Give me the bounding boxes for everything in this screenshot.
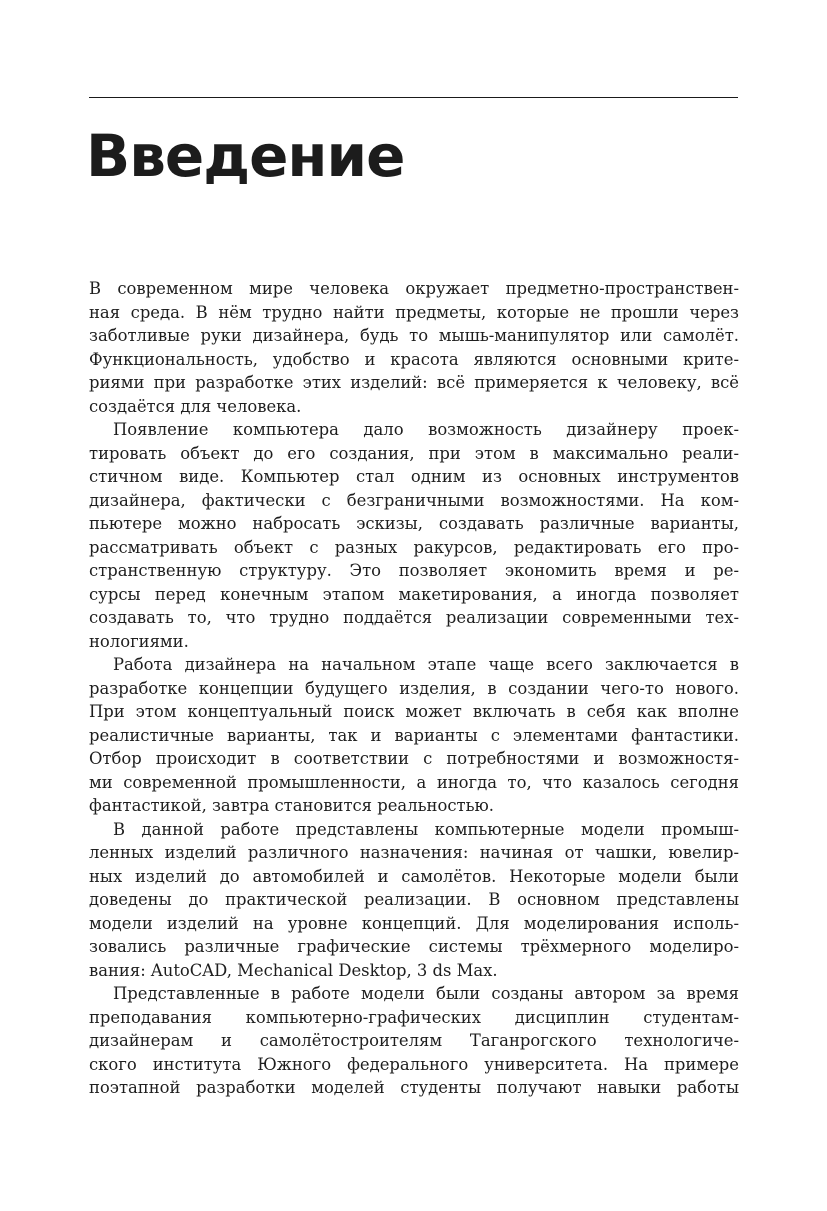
text-line: доведены до практической реализации. В основном представлены (89, 890, 739, 909)
text-line: странственную структуру. Это позволяет экономить время и ре- (89, 561, 739, 580)
text-line: реалистичные варианты, так и варианты с элементами фантастики. (89, 725, 739, 745)
paragraph (89, 277, 739, 418)
text-line: При этом концептуальный поиск может включать в себя как вполне (89, 702, 739, 721)
text-line: ленных изделий различного назначения: начиная от чашки, ювелир- (89, 843, 739, 862)
text-line: ная среда. В нём трудно найти предметы, которые не прошли через (89, 302, 739, 322)
top-rule (89, 97, 738, 98)
text-line: пьютере можно набросать эскизы, создавать различные варианты, (89, 514, 739, 533)
text-line: вания: AutoCAD, Mechanical Desktop, 3 ds Max. (89, 960, 498, 980)
paragraph (89, 818, 739, 983)
text-line: нологиями. (89, 631, 189, 651)
text-line: Работа дизайнера на начальном этапе чаще всего заключается в (113, 655, 739, 674)
paragraph (89, 653, 739, 818)
text-line: дизайнерам и самолётостроителям Таганрогского технологиче- (89, 1031, 739, 1050)
text-line: зовались различные графические системы трёхмерного моделиро- (89, 937, 739, 956)
text-line: поэтапной разработки моделей студенты получают навыки работы (89, 1078, 739, 1097)
text-line: тировать объект до его создания, при этом в максимально реали- (89, 443, 739, 463)
text-line: фантастикой, завтра становится реальностью. (89, 796, 494, 815)
text-line: риями при разработке этих изделий: всё примеряется к человеку, всё (89, 373, 739, 392)
text-line: ных изделий до автомобилей и самолётов. Некоторые модели были (89, 866, 739, 886)
text-line: разработке концепции будущего изделия, в создании чего-то нового. (89, 678, 739, 698)
text-line: сурсы перед конечным этапом макетирования, а иногда позволяет (89, 584, 739, 604)
text-line: преподавания компьютерно-графических дисциплин студентам- (89, 1007, 739, 1027)
paragraph (89, 982, 739, 1100)
text-line: ми современной промышленности, а иногда то, что казалось сегодня (89, 772, 739, 792)
text-line: Представленные в работе модели были созданы автором за время (113, 984, 739, 1003)
body-text (89, 277, 739, 1100)
paragraph (89, 418, 739, 653)
text-line: В данной работе представлены компьютерные модели промыш- (113, 819, 739, 839)
chapter-title: Введение (86, 122, 405, 190)
text-line: Функциональность, удобство и красота являются основными крите- (89, 349, 739, 369)
text-line: ского института Южного федерального университета. На примере (89, 1054, 739, 1074)
text-line: рассматривать объект с разных ракурсов, редактировать его про- (89, 537, 739, 557)
text-line: стичном виде. Компьютер стал одним из основных инструментов (89, 467, 739, 486)
text-line: Появление компьютера дало возможность дизайнеру проек- (113, 420, 739, 439)
text-line: заботливые руки дизайнера, будь то мышь-манипулятор или самолёт. (89, 326, 739, 345)
text-line: В современном мире человека окружает предметно-пространствен- (89, 279, 739, 298)
text-line: Отбор происходит в соответствии с потребностями и возможностя- (89, 749, 739, 768)
text-line: дизайнера, фактически с безграничными возможностями. На ком- (89, 490, 739, 510)
text-line: создавать то, что трудно поддаётся реализации современными тех- (89, 608, 739, 627)
text-line: создаётся для человека. (89, 396, 302, 416)
text-line: модели изделий на уровне концепций. Для моделирования исполь- (89, 913, 739, 933)
